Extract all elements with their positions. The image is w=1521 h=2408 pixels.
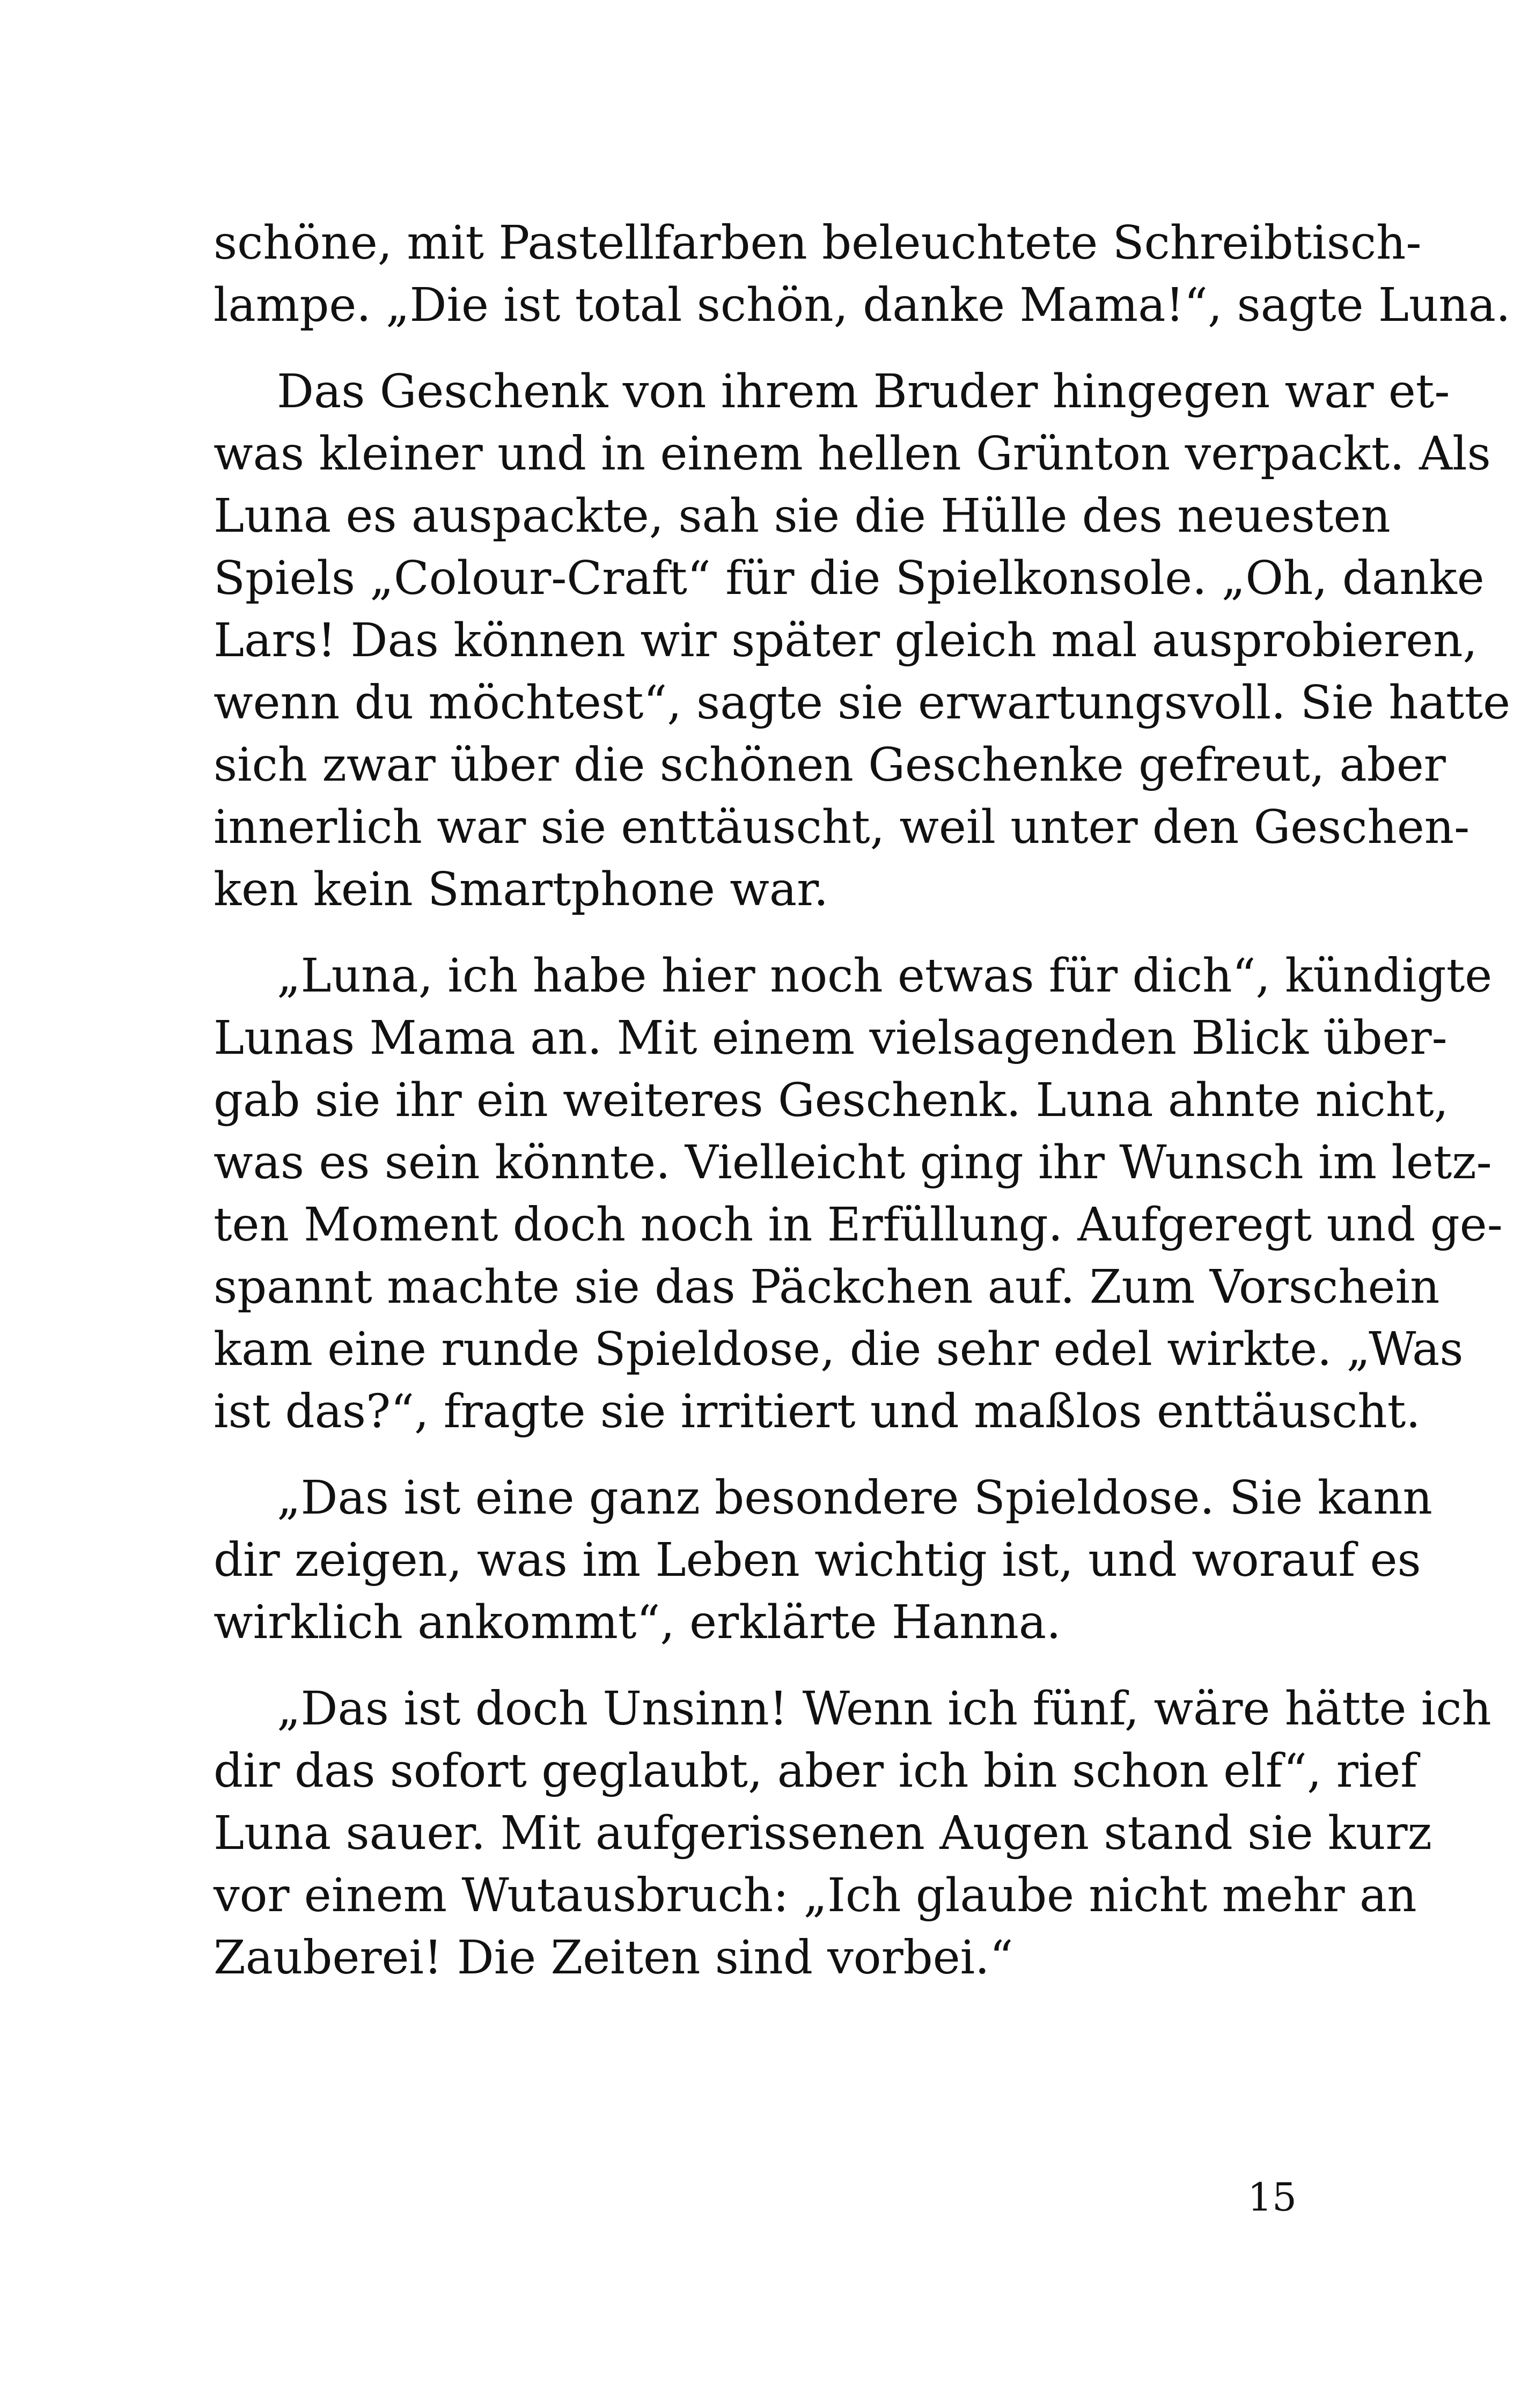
paragraph [214,361,1511,921]
text-line: dir das sofort geglaubt, aber ich bin schon elf“, rief [214,1744,1418,1798]
text-line: was es sein könnte. Vielleicht ging ihr Wunsch im letz- [214,1136,1492,1190]
text-line: „Das ist doch Unsinn! Wenn ich fünf, wäre hätte ich [277,1682,1491,1736]
text-line: Das Geschenk von ihrem Bruder hingegen war et- [277,365,1450,419]
text-line: wenn du möchtest“, sagte sie erwartungsvoll. Sie hatte [214,676,1511,730]
text-line: „Luna, ich habe hier noch etwas für dich“, kündigte [277,949,1493,1003]
paragraph [214,212,1511,336]
text-line: dir zeigen, was im Leben wichtig ist, und worauf es [214,1533,1421,1587]
text-line: schöne, mit Pastellfarben beleuchtete Schreibtisch- [214,216,1422,270]
text-line: Lars! Das können wir später gleich mal ausprobieren, [214,614,1478,667]
text-line: vor einem Wutausbruch: „Ich glaube nicht mehr an [214,1869,1417,1922]
text-line: spannt machte sie das Päckchen auf. Zum Vorschein [214,1260,1440,1314]
text-line: „Das ist eine ganz besondere Spieldose. Sie kann [277,1471,1432,1525]
text-line: Luna es auspackte, sah sie die Hülle des neuesten [214,489,1391,543]
page-number: 15 [1247,2175,1297,2220]
text-line: kam eine runde Spieldose, die sehr edel wirkte. „Was [214,1323,1464,1376]
text-line: Luna sauer. Mit aufgerissenen Augen stand sie kurz [214,1807,1432,1860]
body-text [214,212,1511,1989]
text-line: lampe. „Die ist total schön, danke Mama!“, sagte Luna. [214,278,1511,332]
text-line: Lunas Mama an. Mit einem vielsagenden Blick über- [214,1011,1447,1065]
text-line: Spiels „Colour-Craft“ für die Spielkonsole. „Oh, danke [214,552,1485,605]
text-line: was kleiner und in einem hellen Grünton verpackt. Als [214,427,1491,481]
text-line: innerlich war sie enttäuscht, weil unter den Geschen- [214,801,1470,854]
text-line: ken kein Smartphone war. [214,863,829,916]
text-line: ten Moment doch noch in Erfüllung. Aufgeregt und ge- [214,1198,1503,1252]
text-line: Zauberei! Die Zeiten sind vorbei.“ [214,1931,1013,1985]
text-line: sich zwar über die schönen Geschenke gefreut, aber [214,738,1446,792]
paragraph [214,1678,1491,1989]
paragraph [214,1467,1432,1654]
text-line: wirklich ankommt“, erklärte Hanna. [214,1596,1061,1649]
paragraph [214,945,1503,1443]
text-line: ist das?“, fragte sie irritiert und maßlos enttäuscht. [214,1385,1421,1438]
text-line: gab sie ihr ein weiteres Geschenk. Luna ahnte nicht, [214,1074,1449,1127]
